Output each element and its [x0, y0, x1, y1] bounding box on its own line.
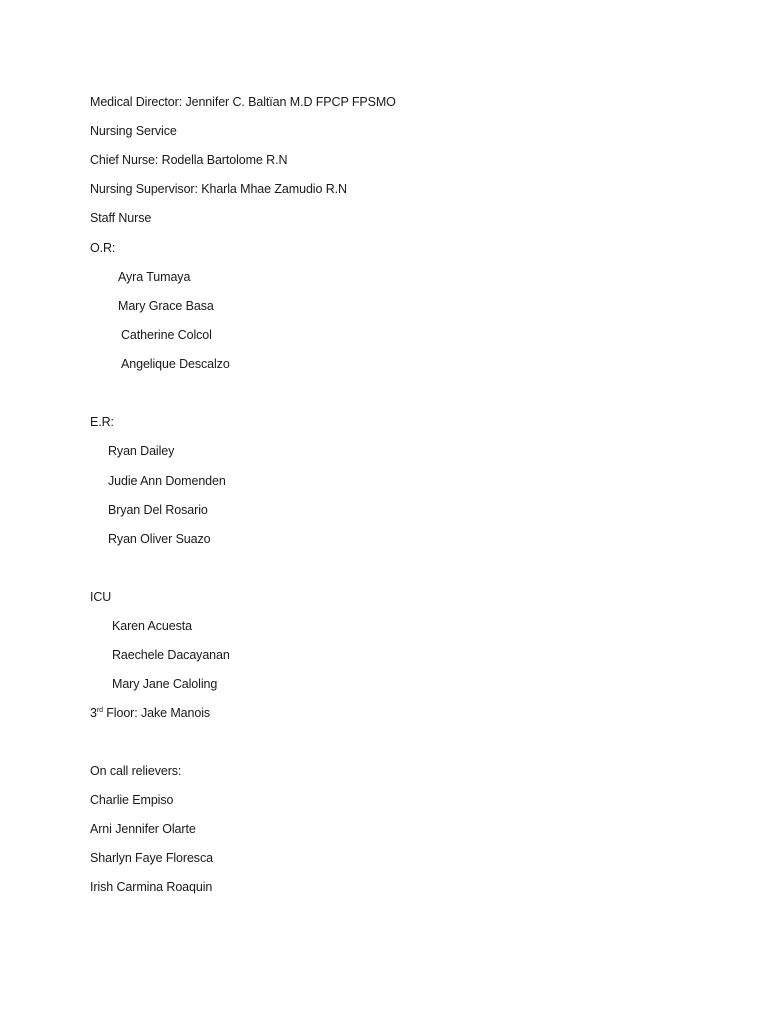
- staff-nurse-heading: Staff Nurse: [90, 211, 152, 225]
- er-member: Ryan Dailey: [108, 444, 175, 458]
- icu-heading: ICU: [90, 590, 112, 604]
- floor-ordinal-suffix: rd: [96, 706, 103, 714]
- on-call-member: Sharlyn Faye Floresca: [90, 851, 213, 865]
- or-heading: O.R:: [90, 241, 116, 255]
- er-member: Judie Ann Domenden: [108, 474, 226, 488]
- on-call-member: Arni Jennifer Olarte: [90, 822, 196, 836]
- on-call-member: Irish Carmina Roaquin: [90, 880, 213, 894]
- or-member: Angelique Descalzo: [121, 357, 230, 371]
- on-call-heading: On call relievers:: [90, 764, 182, 778]
- on-call-member: Charlie Empiso: [90, 793, 174, 807]
- nursing-supervisor-line: Nursing Supervisor: Kharla Mhae Zamudio R.N: [90, 182, 347, 196]
- or-member: Catherine Colcol: [121, 328, 212, 342]
- icu-member: Mary Jane Caloling: [112, 677, 218, 691]
- er-member: Bryan Del Rosario: [108, 503, 208, 517]
- icu-member: Karen Acuesta: [112, 619, 193, 633]
- icu-member: Raechele Dacayanan: [112, 648, 230, 662]
- or-member: Ayra Tumaya: [118, 270, 191, 284]
- nursing-service-heading: Nursing Service: [90, 124, 177, 138]
- chief-nurse-line: Chief Nurse: Rodella Bartolome R.N: [90, 153, 288, 167]
- medical-director-line: Medical Director: Jennifer C. Baltïan M.D FPCP FPSMO: [90, 95, 396, 109]
- third-floor-text: Floor: Jake Manois: [102, 706, 211, 720]
- er-member: Ryan Oliver Suazo: [108, 532, 211, 546]
- or-member: Mary Grace Basa: [118, 299, 214, 313]
- er-heading: E.R:: [90, 415, 114, 429]
- third-floor-line: [90, 705, 210, 721]
- floor-number: 3: [90, 706, 97, 720]
